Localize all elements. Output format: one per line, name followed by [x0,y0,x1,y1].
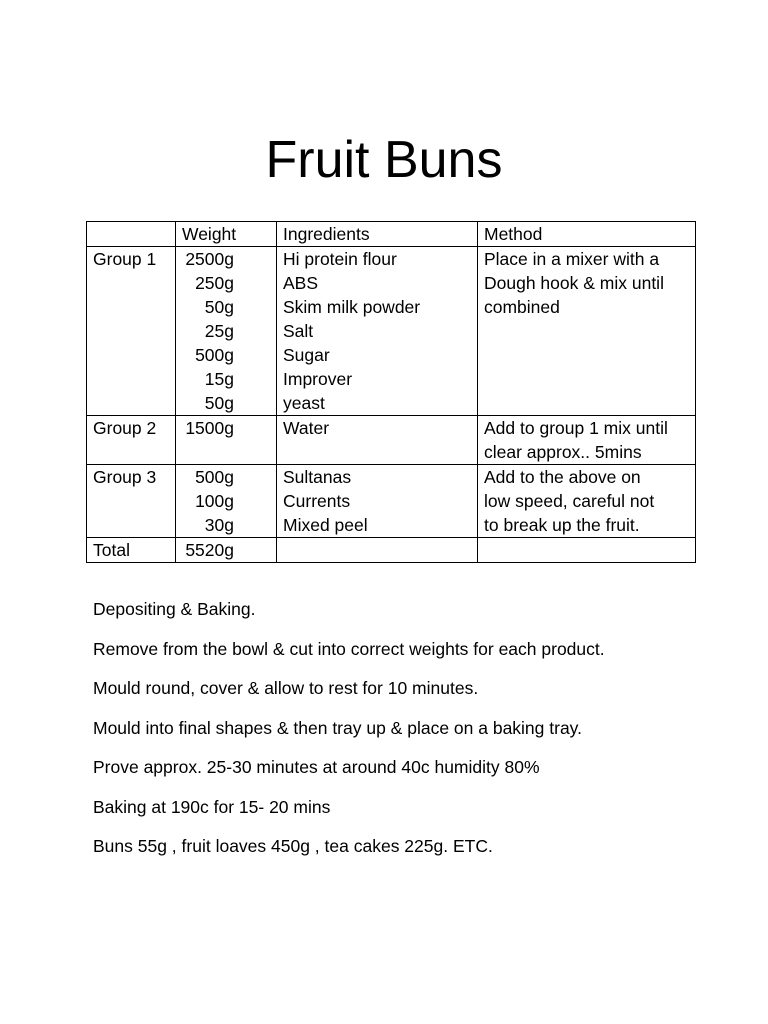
note-line: Mould into final shapes & then tray up & place on a baking tray. [93,717,583,738]
note-line: Baking at 190c for 15- 20 mins [93,796,331,817]
total-weight [176,538,277,563]
note-line: Mould round, cover & allow to rest for 10 minutes. [93,678,479,698]
table-row-total [87,538,696,563]
ingredient-name: Sultanas [283,467,352,487]
ingredient-name: Currents [283,491,351,511]
group-ingredients [277,247,478,416]
table-header-row [87,222,696,247]
ingredient-name: Water [283,418,330,438]
method-line: combined [484,297,560,317]
weight-value: 50g [204,393,234,413]
table-row-group-1 [87,247,696,416]
header-ingredients: Ingredients [277,222,478,247]
notes-heading: Depositing & Baking. [93,599,256,619]
method-line: Dough hook & mix until [484,273,664,293]
weight-value: 250g [195,273,234,293]
ingredient-name: Sugar [283,345,330,365]
ingredient-name: Improver [283,369,353,389]
note-line: Remove from the bowl & cut into correct weights for each product. [93,638,605,659]
ingredient-name: Salt [283,321,314,341]
header-method: Method [478,222,696,247]
ingredient-name: yeast [283,393,325,413]
group-method [478,465,696,538]
weight-value: 100g [195,491,234,511]
ingredient-name: Mixed peel [283,515,368,535]
baking-notes [93,597,743,874]
method-line: Add to the above on [484,467,641,487]
weight-value: 500g [195,345,234,365]
weight-value: 50g [204,297,234,317]
total-method-empty [478,538,696,563]
method-line: to break up the fruit. [484,515,640,535]
ingredient-name: Skim milk powder [283,297,421,317]
group-weights [176,465,277,538]
method-line: Place in a mixer with a [484,249,660,269]
ingredient-name: Hi protein flour [283,249,397,269]
group-ingredients [277,416,478,465]
header-group [87,222,176,247]
page-title: Fruit Buns [265,130,503,189]
weight-value: 15g [204,369,234,389]
group-method [478,247,696,416]
method-line: low speed, careful not [484,491,655,511]
group-label: Group 1 [87,247,176,416]
note-line: Prove approx. 25-30 minutes at around 40c humidity 80% [93,757,540,777]
group-weights [176,416,277,465]
group-ingredients [277,465,478,538]
weight-value: 2500g [185,249,234,269]
weight-value: 1500g [185,418,234,438]
recipe-table [86,221,696,563]
group-method [478,416,696,465]
header-weight: Weight [176,222,277,247]
method-line: Add to group 1 mix until [484,418,668,438]
total-ingredients-empty [277,538,478,563]
method-line: clear approx.. 5mins [484,442,642,462]
group-label: Group 3 [87,465,176,538]
table-row-group-3 [87,465,696,538]
weight-value: 500g [195,467,234,487]
group-weights [176,247,277,416]
ingredient-name: ABS [283,273,319,293]
weight-value: 30g [204,515,234,535]
table-row-group-2 [87,416,696,465]
weight-value: 5520g [185,540,234,560]
group-label: Group 2 [87,416,176,465]
total-label: Total [87,538,176,563]
note-line: Buns 55g , fruit loaves 450g , tea cakes 225g. ETC. [93,836,493,856]
weight-value: 25g [204,321,234,341]
